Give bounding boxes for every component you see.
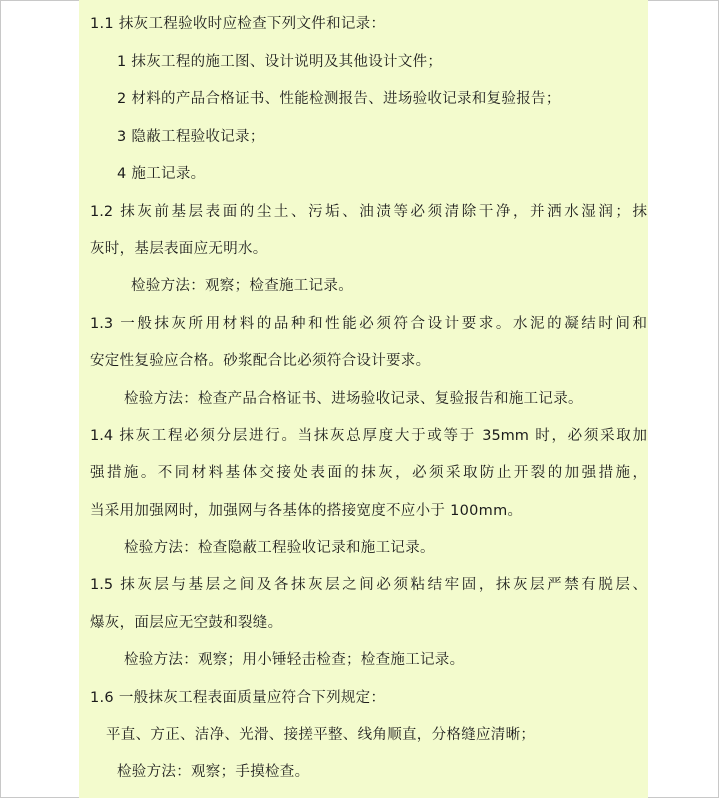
inspection-method-1-5: 检验方法：观察；用小锤轻击检查；检查施工记录。 <box>124 652 465 668</box>
section-1-5-line-1: 1.5 抹灰层与基层之间及各抹灰层之间必须粘结牢固，抹灰层严禁有脱层、 <box>90 577 647 593</box>
section-1-3-line-2: 安定性复验应合格。砂浆配合比必须符合设计要求。 <box>90 353 431 369</box>
section-1-4-line-1: 1.4 抹灰工程必须分层进行。当抹灰总厚度大于或等于 35mm 时，必须采取加 <box>90 428 647 444</box>
inspection-method-1-4: 检验方法：检查隐蔽工程验收记录和施工记录。 <box>124 540 435 556</box>
section-1-6-requirements: 平直、方正、洁净、光滑、接搓平整、线角顺直，分格缝应清晰； <box>106 727 536 743</box>
section-1-5-line-2: 爆灰，面层应无空鼓和裂缝。 <box>90 615 283 631</box>
list-item-4: 4 施工记录。 <box>117 166 206 182</box>
section-1-4-line-2: 强措施。不同材料基体交接处表面的抹灰，必须采取防止开裂的加强措施， <box>90 465 647 481</box>
inspection-method-1-2: 检验方法：观察；检查施工记录。 <box>131 278 353 294</box>
section-1-6-heading: 1.6 一般抹灰工程表面质量应符合下列规定： <box>90 690 386 706</box>
list-item-2: 2 材料的产品合格证书、性能检测报告、进场验收记录和复验报告； <box>117 91 561 107</box>
section-1-1-heading: 1.1 抹灰工程验收时应检查下列文件和记录： <box>90 16 386 32</box>
section-1-2-line-1: 1.2 抹灰前基层表面的尘土、污垢、油渍等必须清除干净，并洒水湿润；抹 <box>90 204 647 220</box>
section-1-4-line-3: 当采用加强网时，加强网与各基体的搭接宽度不应小于 100mm。 <box>90 503 523 519</box>
inspection-method-1-6: 检验方法：观察；手摸检查。 <box>117 764 310 780</box>
section-1-2-line-2: 灰时，基层表面应无明水。 <box>90 241 268 257</box>
list-item-3: 3 隐蔽工程验收记录； <box>117 129 265 145</box>
list-item-1: 1 抹灰工程的施工图、设计说明及其他设计文件； <box>117 54 443 70</box>
inspection-method-1-3: 检验方法：检查产品合格证书、进场验收记录、复验报告和施工记录。 <box>124 391 583 407</box>
section-1-3-line-1: 1.3 一般抹灰所用材料的品种和性能必须符合设计要求。水泥的凝结时间和 <box>90 316 647 332</box>
